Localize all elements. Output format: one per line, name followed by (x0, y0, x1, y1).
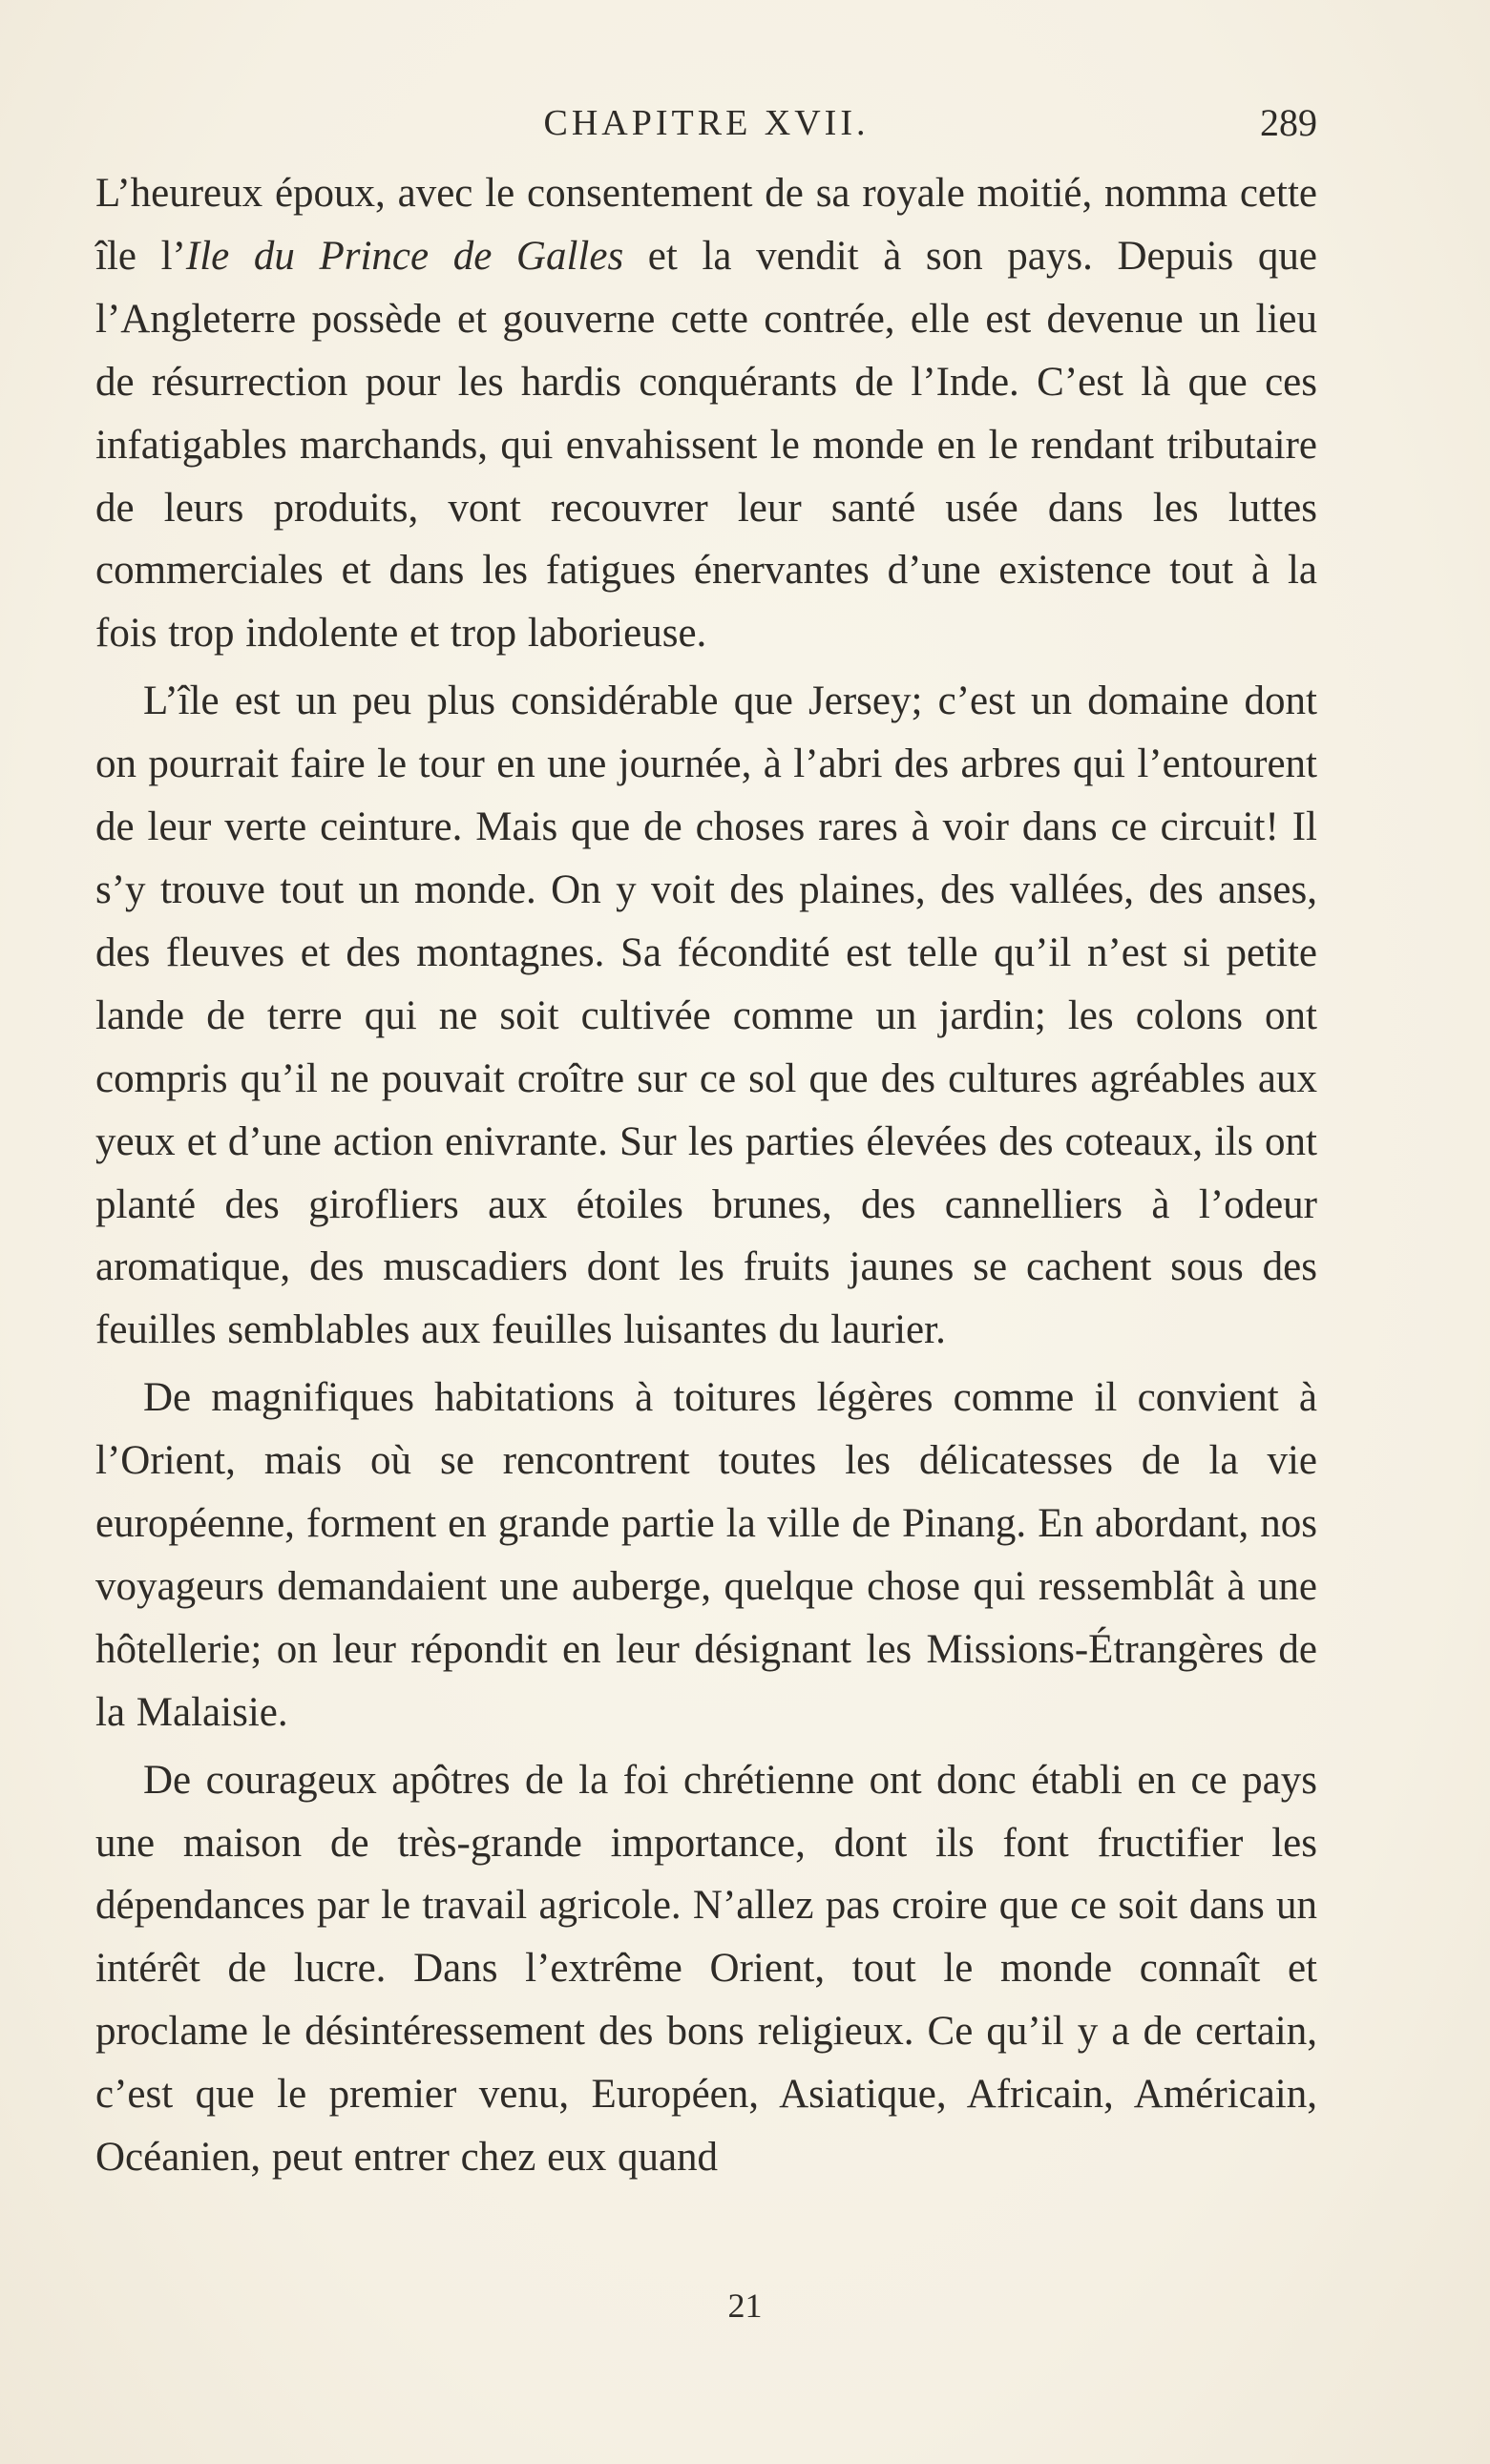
signature-mark: 21 (727, 2287, 763, 2325)
running-title: CHAPITRE XVII. (543, 103, 870, 143)
paragraph-2: L’île est un peu plus considérable que Jersey; c’est un domaine dont on pourrait faire le tour en une journée, à l’abri des arbres qui l’entourent de leur verte ceinture. Mais que de choses rares à voir dans ce circuit! Il s’y trouve tout un monde. On y voit des plaines, des vallées, des anses, des fleuves et des montagnes. Sa fécondité est telle qu’il n’est si petite lande de terre qui ne soit cultivée comme un jardin; les colons ont compris qu’il ne pouvait croître sur ce sol que des cultures agréables aux yeux et d’une action enivrante. Sur les parties élevées des coteaux, ils ont planté des girofliers aux étoiles brunes, des cannelliers à l’odeur aromatique, des muscadiers dont les fruits jaunes se cachent sous des feuilles semblables aux feuilles luisantes du laurier. (95, 679, 1317, 1353)
paragraph-3: De magnifiques habitations à toitures légères comme il convient à l’Orient, mais où se rencontrent toutes les délicatesses de la vie européenne, forment en grande partie la ville de Pinang. En abordant, nos voyageurs demandaient une auberge, quelque chose qui ressemblât à une hôtellerie; on leur répondit en leur désignant les Missions-Étrangères de la Malaisie. (95, 1375, 1317, 1735)
italic-island-name: Ile du Prince de Galles (185, 233, 624, 279)
paragraph-1-end: et la vendit à son pays. Depuis que l’Angleterre possède et gouverne cette contrée, elle est devenue un lieu de résurrection pour les hardis conquérants de l’Inde. C’est là que ces infatigables marchands, qui envahissent le monde en le rendant tributaire de leurs produits, vont recouvrer leur santé usée dans les luttes commerciales et dans les fatigues énervantes d’une existence tout à la fois trop indolente et trop laborieuse. (95, 233, 1317, 657)
page-number: 289 (1260, 101, 1317, 144)
paragraph-1-start: L’heureux époux, avec le consentement de sa royale moitié, nomma cette île l’ (95, 171, 1317, 279)
paragraph-4: De courageux apôtres de la foi chrétienne ont donc établi en ce pays une maison de très-grande importance, dont ils font fructifier les dépendances par le travail agricole. N’allez pas croire que ce soit dans un intérêt de lucre. Dans l’extrême Orient, tout le monde connaît et proclame le désintéressement des bons religieux. Ce qu’il y a de certain, c’est que le premier venu, Européen, Asiatique, Africain, Américain, Océanien, peut entrer chez eux quand (95, 1757, 1317, 2181)
body-text (95, 162, 1317, 2189)
paragraph-1 (95, 162, 1317, 665)
page-header (95, 99, 1317, 147)
